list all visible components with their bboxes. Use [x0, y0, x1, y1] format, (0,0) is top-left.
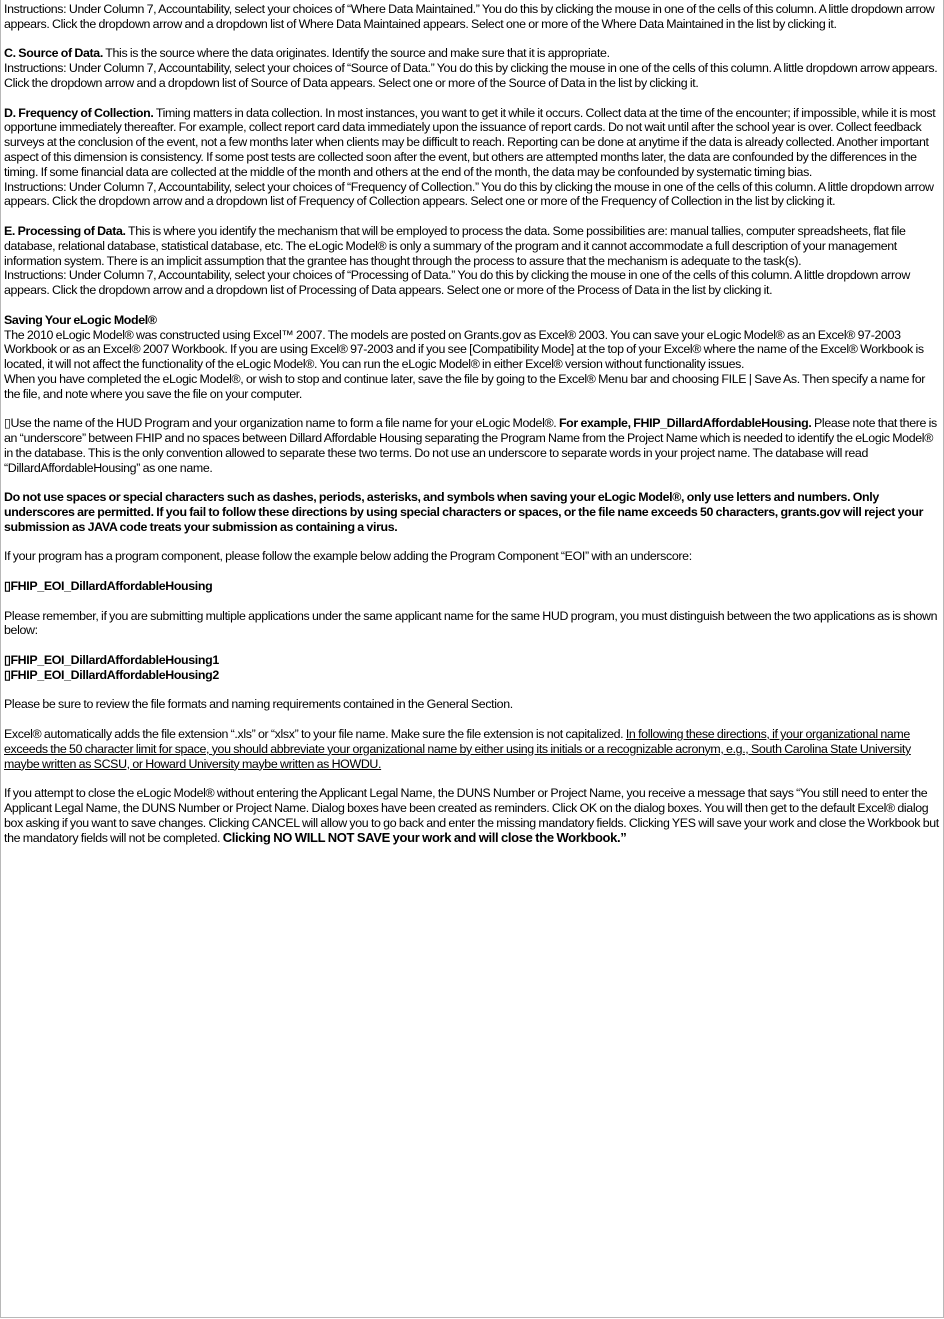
- text-run: Instructions: Under Column 7, Accountability, select your choices of “Where Data Maintained.” You do this by clicking the mouse in one of the cells of this column. A little dropdown arrow appears. Click the dropdown arrow and a dropdown list of Where Data Maintained appears. Select one or more of the Where Data Maintained in the list by clicking it.: [4, 2, 935, 31]
- text-run: Instructions: Under Column 7, Accountability, select your choices of “Frequency of Collection.” You do this by clicking the mouse in one of the cells of this column. A little dropdown arrow appears. Click the dropdown arrow and a dropdown list of Frequency of Collection appears. Select one or more of the Frequency of Collection in the list by clicking it.: [4, 179, 934, 209]
- text-run: ▯Use the name of the HUD Program and your organization name to form a file name for your eLogic Model®.: [4, 416, 559, 431]
- text-run: When you have completed the eLogic Model®, or wish to stop and continue later, save the file by going to the Excel® Menu bar and choosing FILE | Save As. Then specify a name for the file, and note where you save the file on your computer.: [4, 371, 926, 401]
- paragraph: [4, 549, 940, 564]
- bold-text: For example, FHIP_DillardAffordableHousing.: [558, 416, 812, 431]
- document-content: [1, 0, 943, 845]
- bold-text: Do not use spaces or special characters such as dashes, periods, asterisks, and symbols when saving your eLogic Model®, only use letters and numbers. Only underscores are permitted. If you fail to follow these directions by using special characters or spaces, or the file name exceeds 50 characters, grants.gov will reject your submission as JAVA code treats your submission as containing a virus.: [4, 490, 924, 534]
- paragraph: [4, 46, 940, 61]
- text-run: If your program has a program component, please follow the example below adding the Program Component “EOI” with an underscore:: [4, 549, 692, 564]
- bold-text: Saving Your eLogic Model®: [4, 312, 157, 327]
- bold-text: E. Processing of Data.: [4, 223, 126, 238]
- text-run: Excel® automatically adds the file extension “.xls” or “xlsx” to your file name. Make sure the file extension is not capitalized.: [4, 727, 626, 742]
- paragraph: [4, 313, 940, 328]
- text-run: Timing matters in data collection. In most instances, you want to get it while it occurs. Collect data at the time of the encounter; if impossible, while it is most opportune immediately thereafter. For example, collect report card data immediately upon the issuance of report cards. Do not wait until after the school year is over. Collect feedback surveys at the conclusion of the event, not a few months later when clients may be difficult to reach. Reporting can be done at anytime if the data is already collected. Another important aspect of this dimension is consistency. If some post tests are collected soon after the event, but others are attempted months later, the data are confounded by the differences in the timing. If some financial data are collected at the middle of the month and others at the end of the month, the data may be confounded by systematic timing bias.: [4, 105, 936, 179]
- paragraph: [4, 61, 940, 91]
- paragraph: [4, 579, 940, 594]
- text-run: If you attempt to close the eLogic Model® without entering the Applicant Legal Name, the DUNS Number or Project Name, you receive a message that says “You still need to enter the Applicant Legal Name, the DUNS Number or Project Name. Dialog boxes have been created as reminders. Click OK on the dialog boxes. You will then get to the default Excel® dialog box asking if you want to save changes. Clicking CANCEL will allow you to go back and enter the missing mandatory fields. Clicking YES will save your work and close the Workbook but the mandatory fields will not be completed.: [4, 786, 939, 845]
- paragraph: [4, 372, 940, 402]
- bold-text: ▯FHIP_EOI_DillardAffordableHousing: [4, 579, 213, 594]
- bold-text: D. Frequency of Collection.: [4, 105, 154, 120]
- paragraph: [4, 328, 940, 372]
- underlined-text: In following these directions, if your organizational name exceeds the 50 character limit for space, you should abbreviate your organizational name by either using its initials or a recognizable acronym, e.g., South Carolina State University maybe written as SCSU, or Howard University maybe written as HOWDU.: [4, 727, 911, 771]
- text-run: Please note that there is an “underscore” between FHIP and no spaces between Dillard Affordable Housing separating the Program Name from the Project Name which is needed to identify the eLogic Model® in the database. This is the only convention allowed to separate these two terms. Do not use an underscore to separate words in your project name. The database will read “DillardAffordableHousing” as one name.: [4, 416, 937, 475]
- paragraph: [4, 224, 940, 268]
- paragraph: [4, 106, 940, 180]
- text-run: Instructions: Under Column 7, Accountability, select your choices of “Processing of Data.” You do this by clicking the mouse in one of the cells of this column. A little dropdown arrow appears. Click the dropdown arrow and a dropdown list of Processing of Data appears. Select one or more of the Process of Data in the list by clicking it.: [4, 268, 910, 298]
- paragraph: [4, 490, 940, 534]
- bold-text: ▯FHIP_EOI_DillardAffordableHousing1: [4, 653, 219, 668]
- paragraph: [4, 609, 940, 639]
- text-run: This is where you identify the mechanism that will be employed to process the data. Some possibilities are: manual tallies, computer spreadsheets, flat file database, relational database, statistical database, etc. The eLogic Model® is only a summary of the program and it cannot accommodate a full description of your management information system. There is an implicit assumption that the grantee has thought through the process to assure that the mechanism is adequate to the task(s).: [4, 223, 906, 268]
- paragraph: [4, 653, 940, 668]
- paragraph: [4, 727, 940, 771]
- text-run: This is the source where the data originates. Identify the source and make sure that it is appropriate.: [102, 46, 610, 61]
- text-run: Please remember, if you are submitting multiple applications under the same applicant name for the same HUD program, you must distinguish between the two applications as is shown below:: [4, 608, 938, 638]
- bold-text: Clicking NO WILL NOT SAVE your work and will close the Workbook.”: [222, 829, 627, 845]
- paragraph: [4, 2, 940, 32]
- paragraph: [4, 268, 940, 298]
- paragraph: [4, 668, 940, 683]
- bold-text: ▯FHIP_EOI_DillardAffordableHousing2: [4, 667, 219, 682]
- text-run: The 2010 eLogic Model® was constructed using Excel™ 2007. The models are posted on Grants.gov as Excel® 2003. You can save your eLogic Model® as an Excel® 97-2003 Workbook or as an Excel® 2007 Workbook. If you are using Excel® 97-2003 and if you see [Compatibility Mode] at the top of your Excel® where the name of the Excel® Workbook is located, it will not affect the functionality of the eLogic Model®. You can run the eLogic Model® in either Excel® version without functionality issues.: [4, 327, 924, 372]
- bold-text: C. Source of Data.: [4, 46, 103, 61]
- paragraph: [4, 180, 940, 210]
- text-run: Please be sure to review the file formats and naming requirements contained in the General Section.: [4, 697, 513, 712]
- text-run: Instructions: Under Column 7, Accountability, select your choices of “Source of Data.” You do this by clicking the mouse in one of the cells of this column. A little dropdown arrow appears. Click the dropdown arrow and a dropdown list of Source of Data appears. Select one or more of the Source of Data in the list by clicking it.: [4, 61, 938, 90]
- paragraph: [4, 786, 940, 845]
- paragraph: [4, 697, 940, 712]
- paragraph: [4, 416, 940, 475]
